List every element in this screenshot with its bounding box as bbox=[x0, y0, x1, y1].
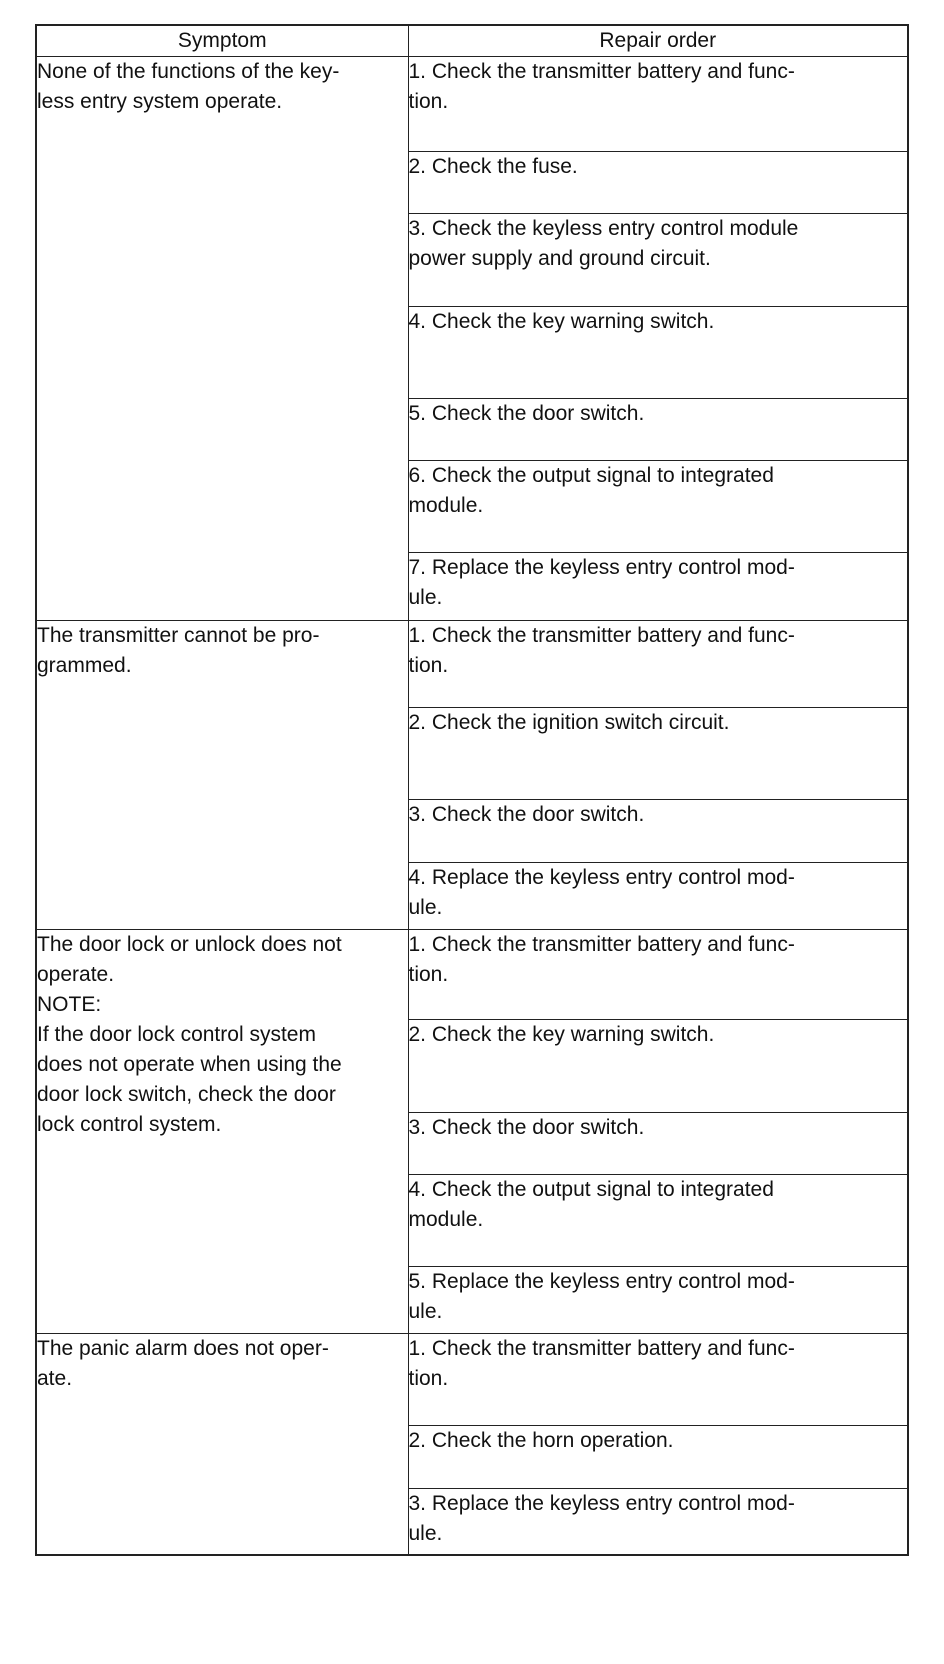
symptom-cell: None of the functions of the key- less entry system operate. bbox=[36, 57, 408, 621]
table-row bbox=[36, 621, 908, 708]
symptom-header: Symptom bbox=[36, 25, 408, 57]
repair-step: 3. Replace the keyless entry control mod- ule. bbox=[408, 1489, 908, 1555]
repair-step: 5. Check the door switch. bbox=[408, 399, 908, 461]
table-row bbox=[36, 930, 908, 1020]
repair-step: 3. Check the keyless entry control module power supply and ground circuit. bbox=[408, 214, 908, 307]
repair-step: 1. Check the transmitter battery and func- tion. bbox=[408, 1334, 908, 1426]
repair-step: 4. Check the output signal to integrated module. bbox=[408, 1175, 908, 1267]
troubleshooting-table bbox=[35, 24, 909, 1556]
repair-step: 5. Replace the keyless entry control mod- ule. bbox=[408, 1267, 908, 1334]
symptom-cell: The panic alarm does not oper- ate. bbox=[36, 1334, 408, 1555]
repair-step: 3. Check the door switch. bbox=[408, 800, 908, 863]
symptom-cell: The door lock or unlock does not operate. NOTE: If the door lock control system does not operate when using the door lock switch, check the door lock control system. bbox=[36, 930, 408, 1334]
repair-step: 2. Check the ignition switch circuit. bbox=[408, 708, 908, 800]
repair-step: 2. Check the fuse. bbox=[408, 152, 908, 214]
repair-step: 4. Replace the keyless entry control mod- ule. bbox=[408, 863, 908, 930]
repair-step: 2. Check the key warning switch. bbox=[408, 1020, 908, 1113]
repair-step: 1. Check the transmitter battery and func- tion. bbox=[408, 621, 908, 708]
table-row bbox=[36, 57, 908, 152]
repair-step: 6. Check the output signal to integrated module. bbox=[408, 461, 908, 553]
repair-step: 4. Check the key warning switch. bbox=[408, 307, 908, 399]
repair-step: 7. Replace the keyless entry control mod- ule. bbox=[408, 553, 908, 621]
repair-step: 2. Check the horn operation. bbox=[408, 1426, 908, 1489]
repair-step: 1. Check the transmitter battery and func- tion. bbox=[408, 930, 908, 1020]
table-row bbox=[36, 1334, 908, 1426]
repair-step: 3. Check the door switch. bbox=[408, 1113, 908, 1175]
repair-step: 1. Check the transmitter battery and func- tion. bbox=[408, 57, 908, 152]
header-row bbox=[36, 25, 908, 57]
symptom-cell: The transmitter cannot be pro- grammed. bbox=[36, 621, 408, 930]
repair-order-header: Repair order bbox=[408, 25, 908, 57]
